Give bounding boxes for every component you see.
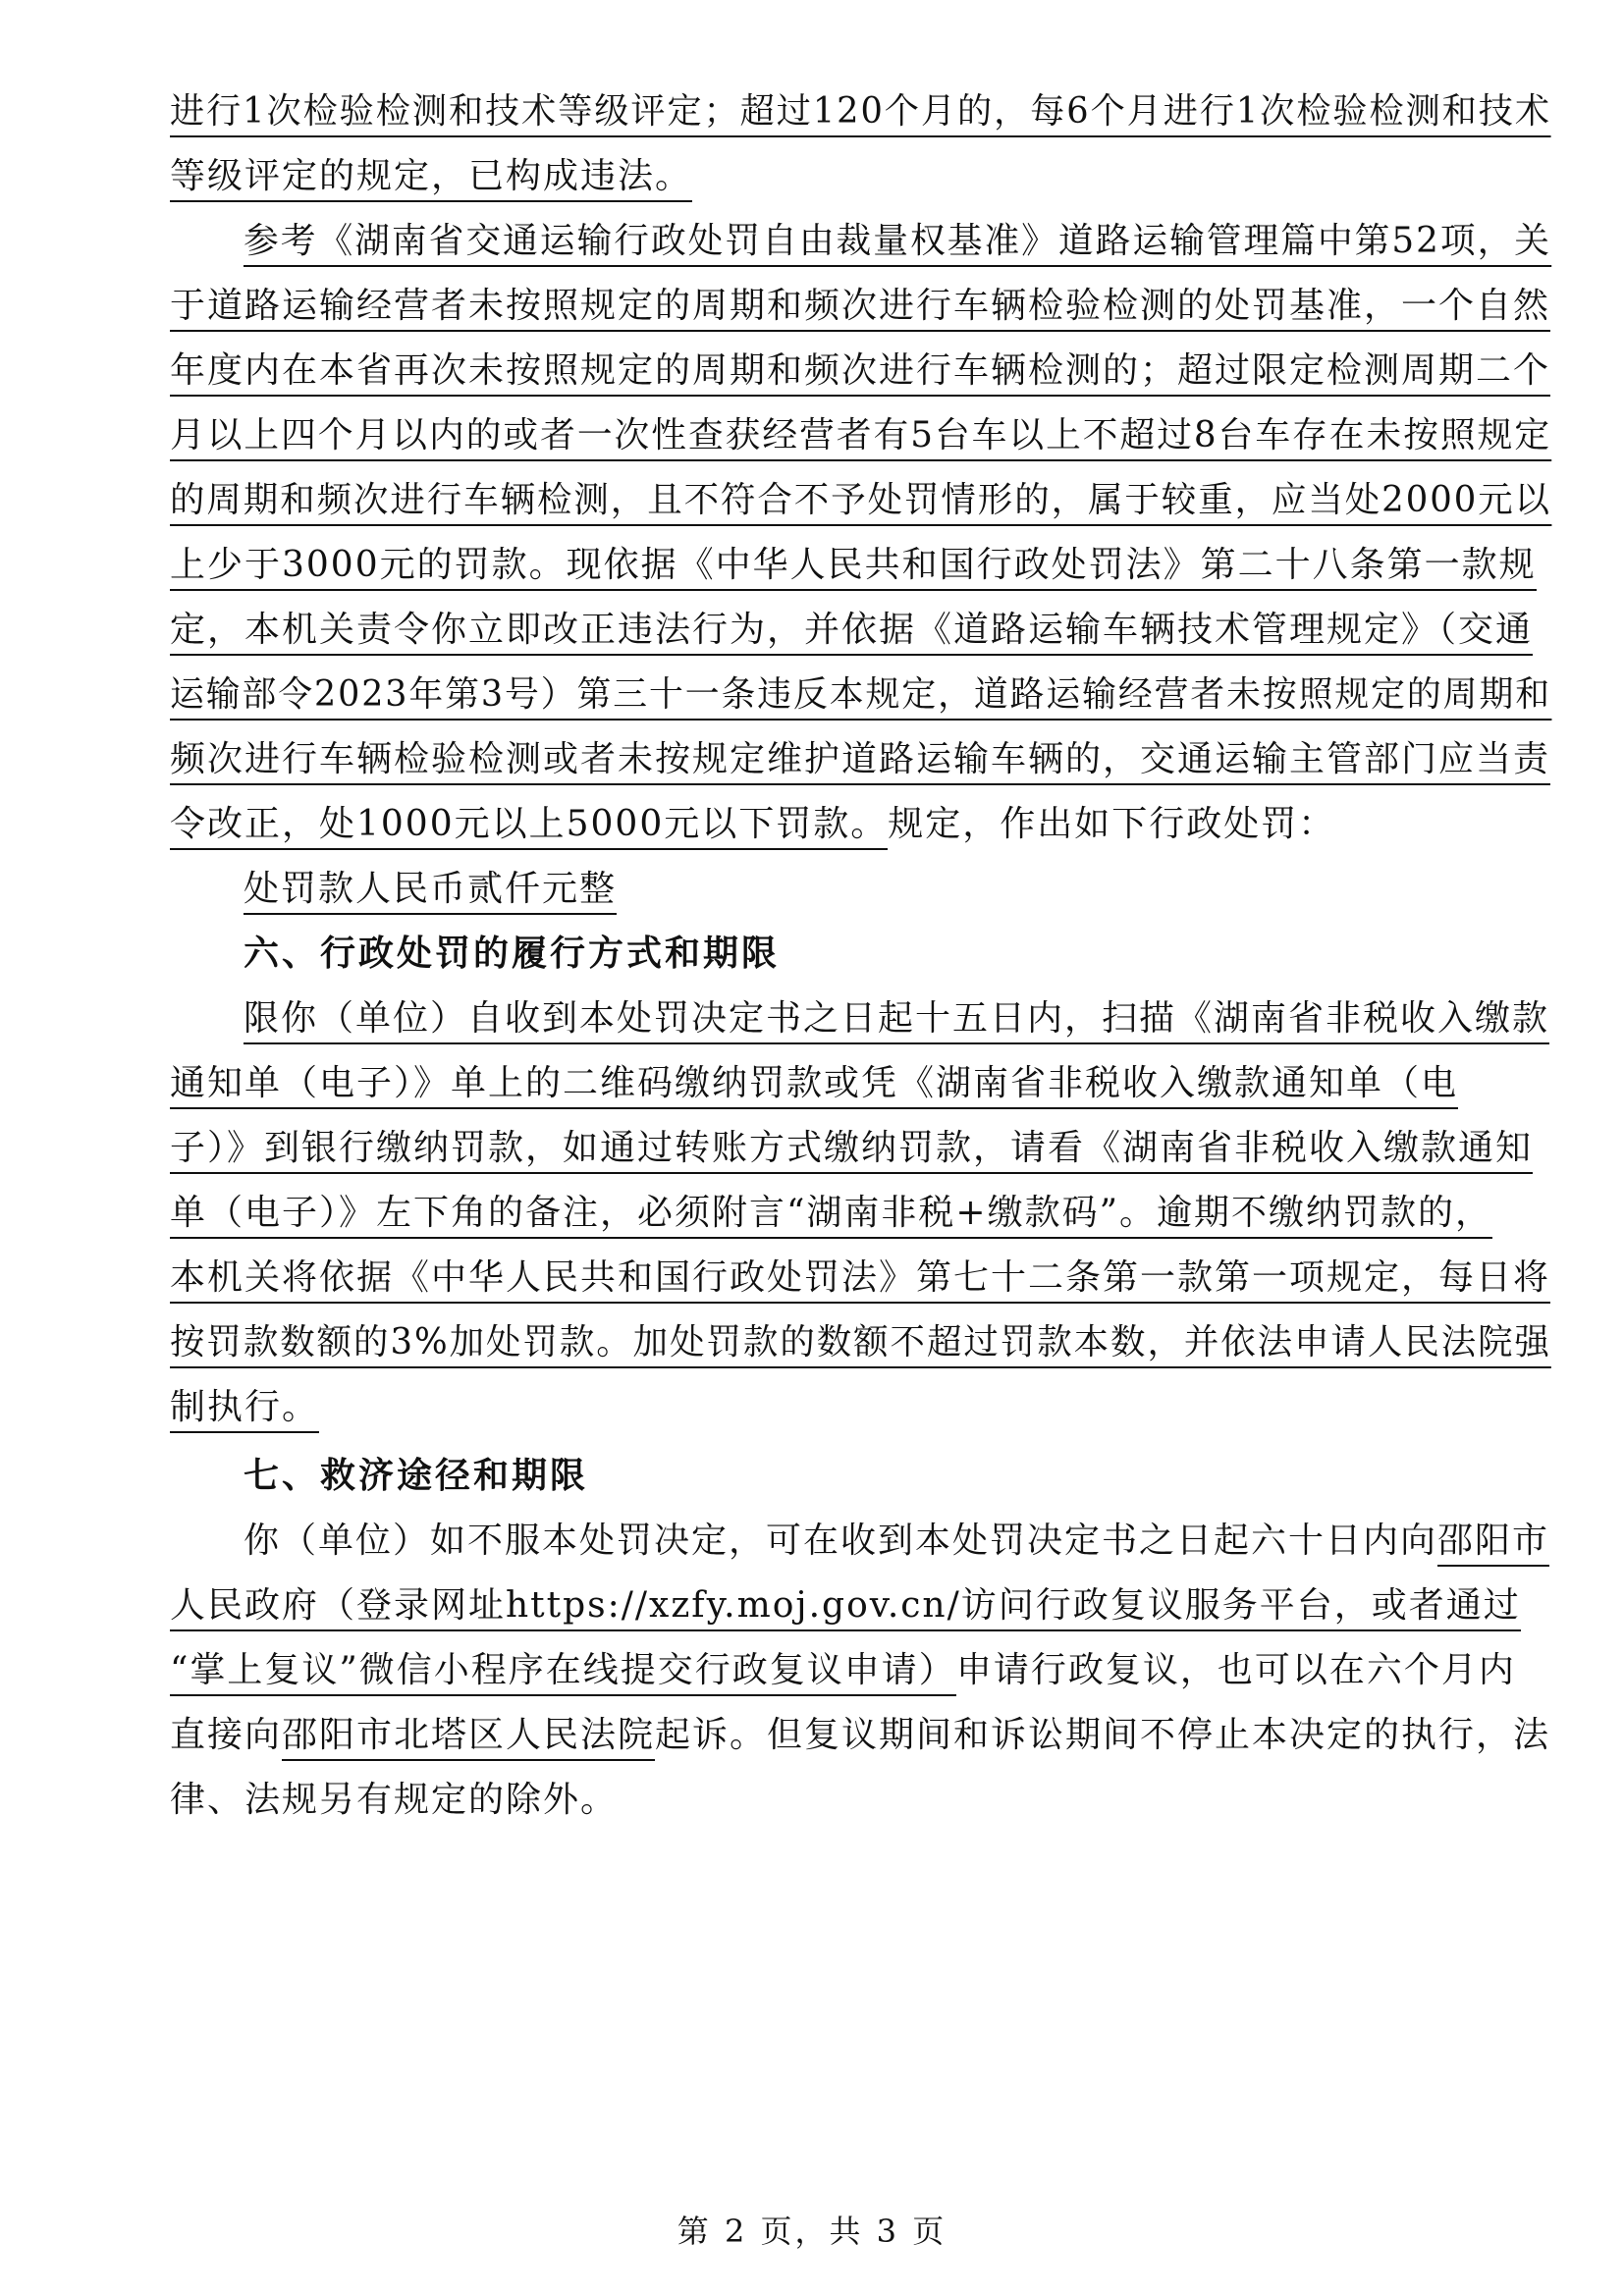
text-line xyxy=(170,1584,1521,1628)
text-line xyxy=(170,1256,1550,1300)
underlined-text: 本机关将依据《中华人民共和国行政处罚法》第七十二条第一款第一项规定，每日将 xyxy=(170,1257,1550,1304)
underlined-text: 于道路运输经营者未按照规定的周期和频次进行车辆检验检测的处罚基准，一个自然 xyxy=(170,286,1550,332)
section-heading-seven: 七、救济途径和期限 xyxy=(244,1456,589,1496)
underlined-text: 频次进行车辆检验检测或者未按规定维护道路运输车辆的，交通运输主管部门应当责 xyxy=(170,739,1550,785)
text-line xyxy=(170,285,1550,328)
underlined-text: 通知单（电子）》单上的二维码缴纳罚款或凭《湖南省非税收入缴款通知单（电 xyxy=(170,1063,1458,1109)
text-line xyxy=(170,544,1537,587)
underlined-text: 参考《湖南省交通运输行政处罚自由裁量权基准》道路运输管理篇中第52项，关 xyxy=(244,221,1551,267)
underlined-text: 年度内在本省再次未按照规定的周期和频次进行车辆检测的；超过限定检测周期二个 xyxy=(170,350,1550,397)
underlined-text: 令改正，处1000元以上5000元以下罚款。 xyxy=(170,804,888,850)
underlined-text: 子）》到银行缴纳罚款，如通过转账方式缴纳罚款，请看《湖南省非税收入缴款通知 xyxy=(170,1128,1533,1174)
text-line xyxy=(244,997,1549,1041)
text-line xyxy=(170,1062,1458,1105)
underlined-text: 进行1次检验检测和技术等级评定；超过120个月的，每6个月进行1次检验检测和技术 xyxy=(170,91,1551,137)
text-line xyxy=(170,155,692,198)
plain-text: 规定，作出如下行政处罚： xyxy=(888,804,1336,844)
underlined-text: 限你（单位）自收到本处罚决定书之日起十五日内，扫描《湖南省非税收入缴款 xyxy=(244,998,1549,1044)
text-line xyxy=(170,1321,1551,1364)
text-line xyxy=(170,90,1551,133)
text-line xyxy=(170,673,1551,717)
text-line xyxy=(170,1714,1550,1757)
text-line xyxy=(170,414,1551,457)
text-line xyxy=(170,1192,1492,1235)
plain-text: 直接向 xyxy=(170,1715,283,1755)
text-line xyxy=(244,220,1551,263)
plain-text: 律、法规另有规定的除外。 xyxy=(170,1780,619,1820)
underlined-text: 月以上四个月以内的或者一次性查获经营者有5台车以上不超过8台车存在未按照规定 xyxy=(170,415,1551,461)
penalty-line xyxy=(244,868,617,911)
text-line xyxy=(170,1779,618,1822)
text-line xyxy=(170,1386,319,1429)
underlined-text: 按罚款数额的3%加处罚款。加处罚款的数额不超过罚款本数，并依法申请人民法院强 xyxy=(170,1322,1551,1368)
section-heading-six: 六、行政处罚的履行方式和期限 xyxy=(244,934,781,974)
plain-text: 申请行政复议，也可以在六个月内 xyxy=(955,1650,1516,1690)
underlined-text: 人民政府（登录网址https://xzfy.moj.gov.cn/访问行政复议服务平台，或者通过 xyxy=(170,1585,1521,1631)
text-line xyxy=(170,1127,1533,1170)
text-line xyxy=(170,803,1335,846)
underlined-text: 制执行。 xyxy=(170,1387,319,1433)
plain-text: 起诉。但复议期间和诉讼期间不停止本决定的执行，法 xyxy=(655,1715,1551,1755)
text-line xyxy=(170,1649,1516,1692)
plain-text: 你（单位）如不服本处罚决定，可在收到本处罚决定书之日起六十日内向 xyxy=(244,1521,1438,1561)
text-line xyxy=(170,479,1551,522)
text-line xyxy=(170,349,1550,393)
underlined-text: 邵阳市 xyxy=(1437,1521,1549,1567)
underlined-text: 定，本机关责令你立即改正违法行为，并依据《道路运输车辆技术管理规定》（交通 xyxy=(170,610,1533,656)
underlined-text: 上少于3000元的罚款。现依据《中华人民共和国行政处罚法》第二十八条第一款规 xyxy=(170,545,1537,591)
text-line xyxy=(170,609,1533,652)
underlined-text: 单（电子）》左下角的备注，必须附言“湖南非税+缴款码”。逾期不缴纳罚款的， xyxy=(170,1193,1492,1239)
underlined-text: 等级评定的规定，已构成违法。 xyxy=(170,156,692,202)
underlined-text: 邵阳市北塔区人民法院 xyxy=(282,1715,655,1761)
underlined-text: 的周期和频次进行车辆检测，且不符合不予处罚情形的，属于较重，应当处2000元以 xyxy=(170,480,1551,526)
underlined-text: 运输部令2023年第3号）第三十一条违反本规定，道路运输经营者未按照规定的周期和 xyxy=(170,674,1551,721)
text-line xyxy=(170,738,1550,781)
page-number: 第 2 页，共 3 页 xyxy=(677,2213,947,2250)
text-line xyxy=(244,1520,1549,1563)
underlined-text: “掌上复议”微信小程序在线提交行政复议申请） xyxy=(170,1650,956,1696)
penalty-amount: 处罚款人民币贰仟元整 xyxy=(244,869,617,915)
